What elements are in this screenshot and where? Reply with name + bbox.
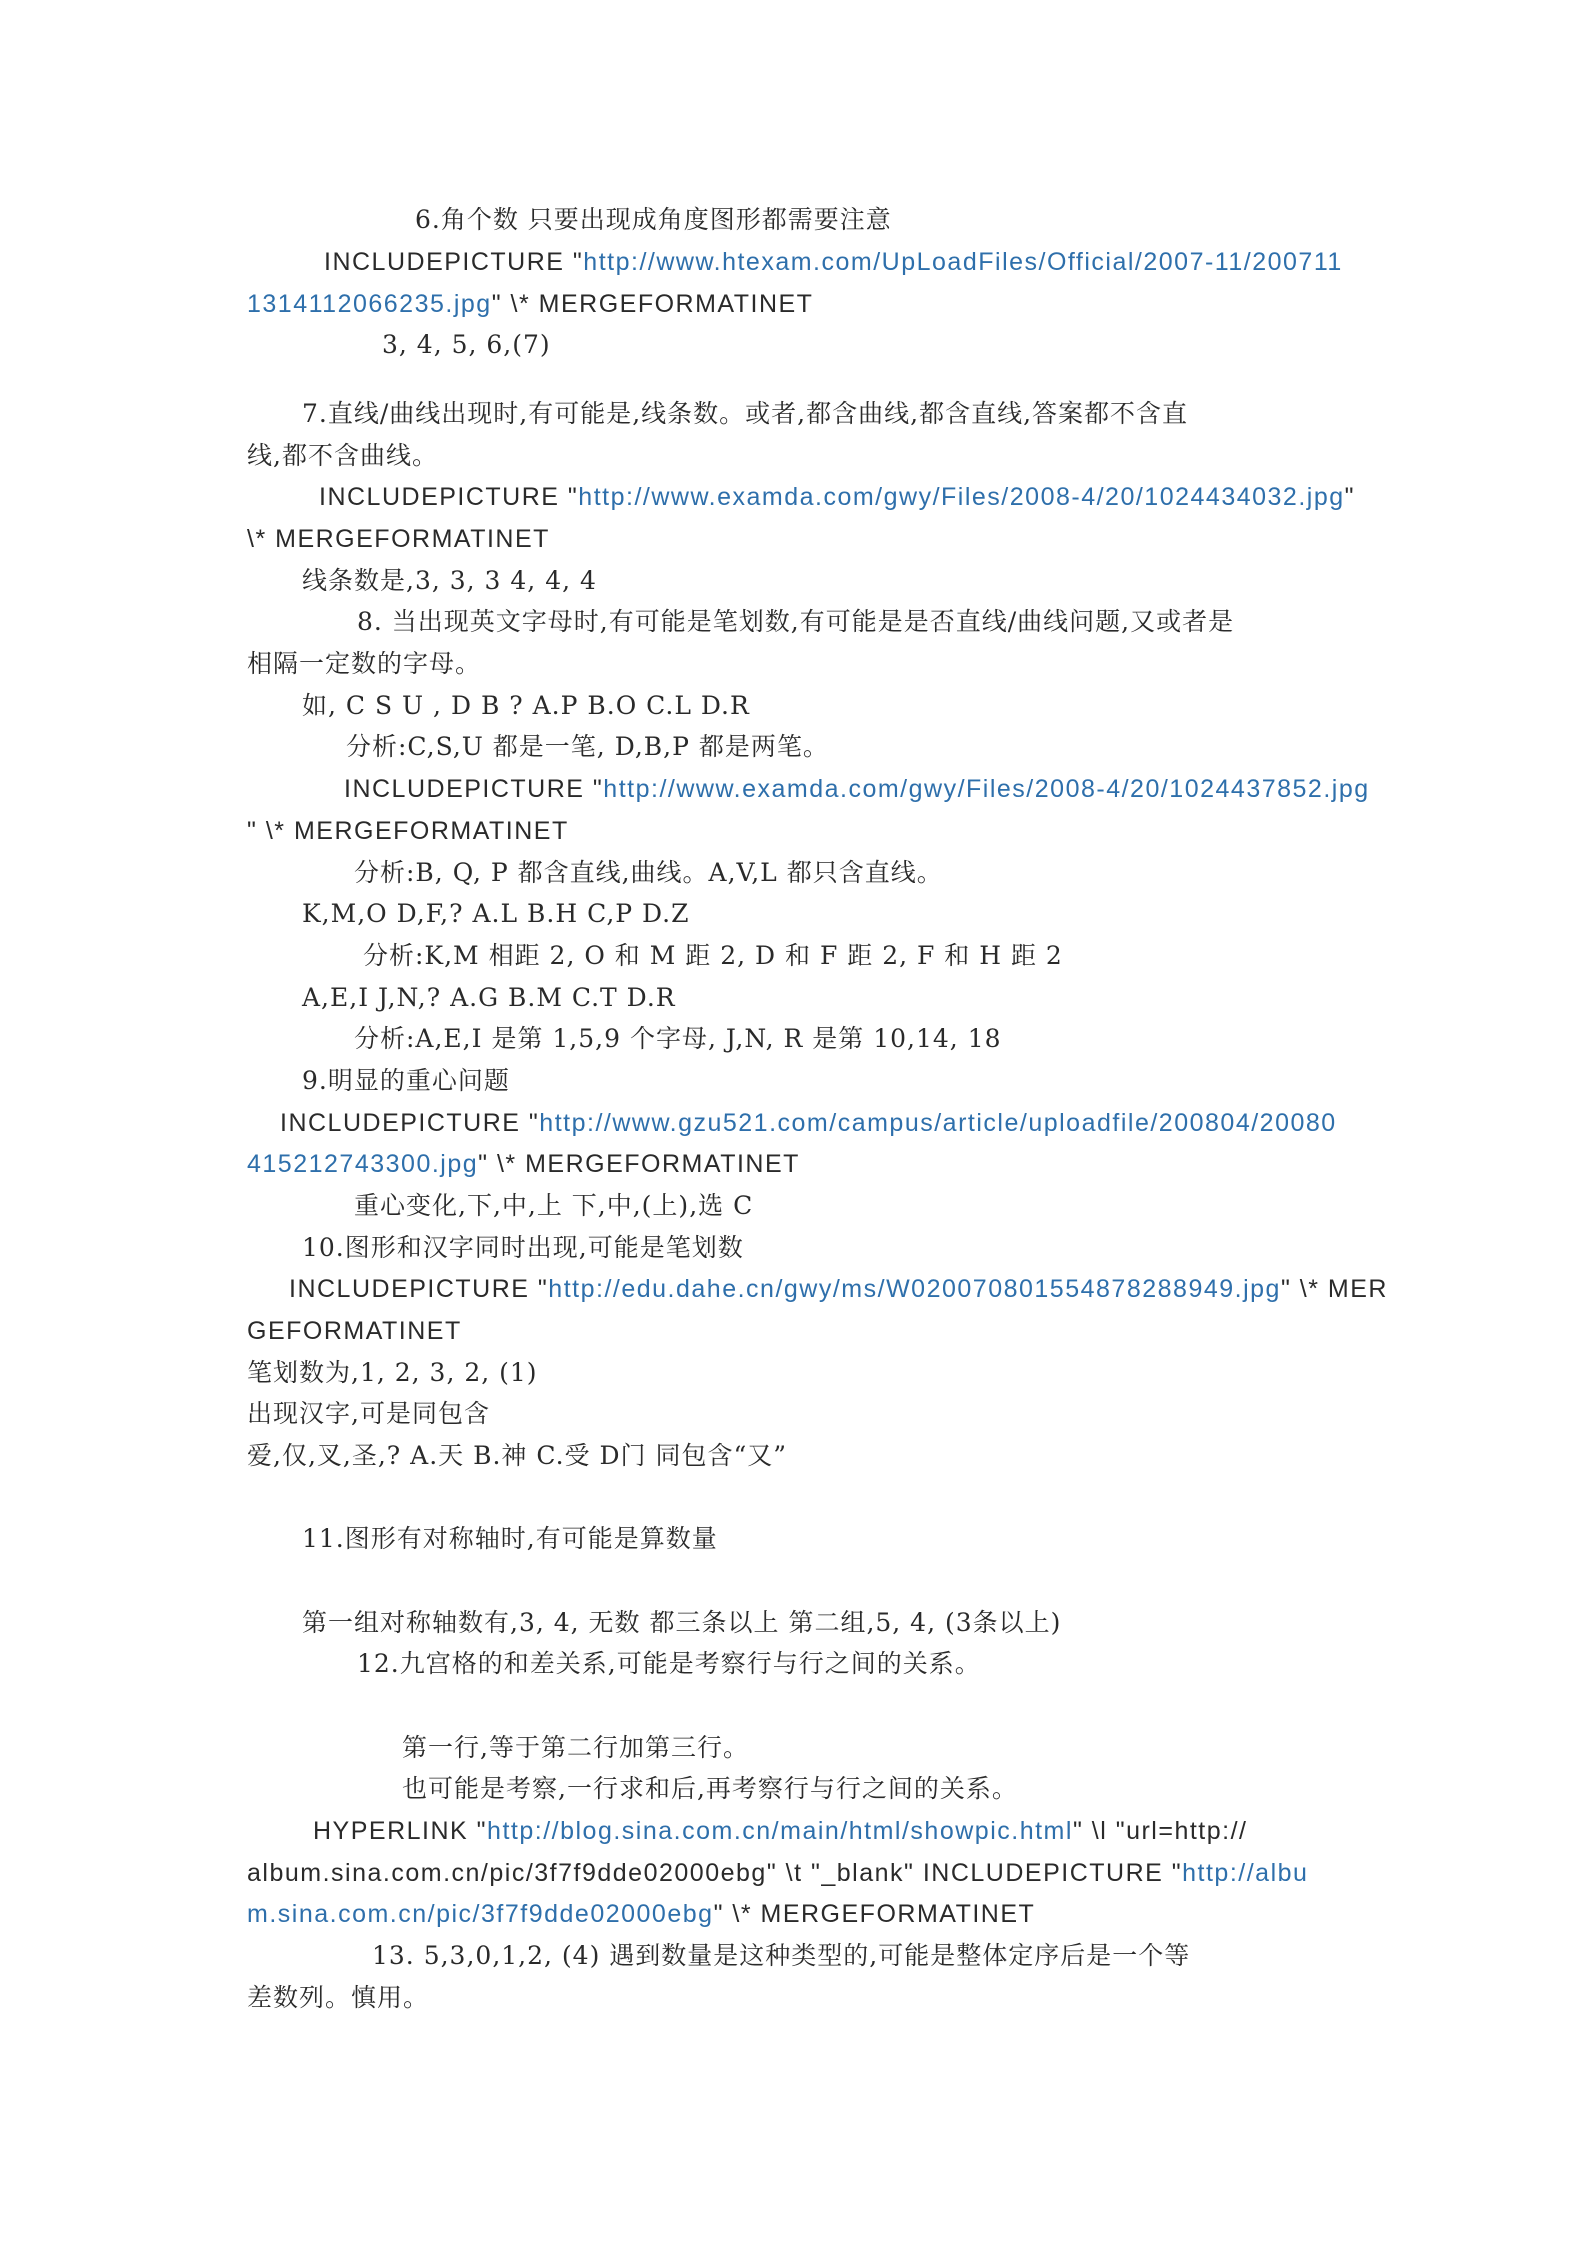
field-code-line: \* MERGEFORMATINET — [247, 525, 550, 553]
field-code-text: " \t "_blank" INCLUDEPICTURE " — [766, 1859, 1183, 1887]
item-7-heading: 7.直线/曲线出现时,有可能是,线条数。或者,都含曲线,都含直线,答案都不含直 — [302, 399, 1189, 428]
item-12-heading: 12.九宫格的和差关系,可能是考察行与行之间的关系。 — [357, 1649, 981, 1678]
analysis-text: 分析:A,E,I 是第 1,5,9 个字母, J,N, R 是第 10,14, 18 — [354, 1024, 1002, 1053]
example-question: 爱,仅,叉,圣,? A.天 B.神 C.受 D门 同包含“又” — [247, 1441, 788, 1470]
item-13-heading: 13. 5,3,0,1,2, (4) 遇到数量是这种类型的,可能是整体定序后是一个等 — [372, 1941, 1191, 1970]
image-url: http://edu.dahe.cn/gwy/ms/W020070801554878288949.jpg — [548, 1275, 1281, 1303]
field-code-line — [313, 1814, 1248, 1848]
field-code-line — [247, 1897, 1035, 1931]
paragraph-text: 第一行,等于第二行加第三行。 — [402, 1733, 749, 1762]
field-code-text: " — [1344, 483, 1356, 511]
item-6-heading: 6.角个数 只要出现成角度图形都需要注意 — [415, 205, 892, 234]
example-question: K,M,O D,F,? A.L B.H C,P D.Z — [302, 899, 690, 928]
item-10-heading: 10.图形和汉字同时出现,可能是笔划数 — [302, 1233, 744, 1262]
field-code-text: INCLUDEPICTURE " — [289, 1275, 549, 1303]
image-url: http://www.gzu521.com/campus/article/uploadfile/200804/20080 — [539, 1109, 1337, 1137]
field-code-text: " \* MERGEFORMATINET — [713, 1900, 1036, 1928]
answer-sequence: 3, 4, 5, 6,(7) — [382, 330, 551, 359]
field-code-line — [324, 245, 1343, 279]
field-code-line — [247, 1856, 1308, 1890]
paragraph-text: 相隔一定数的字母。 — [247, 649, 482, 678]
field-code-line — [247, 287, 813, 321]
analysis-text: 分析:B, Q, P 都含直线,曲线。A,V,L 都只含直线。 — [354, 858, 943, 887]
image-url: 415212743300.jpg — [247, 1150, 479, 1178]
field-code-text: INCLUDEPICTURE " — [324, 248, 584, 276]
item-9-heading: 9.明显的重心问题 — [302, 1066, 510, 1095]
field-code-line — [280, 1106, 1337, 1140]
item-11-heading: 11.图形有对称轴时,有可能是算数量 — [302, 1524, 718, 1553]
field-code-text: " \l "url=http:// — [1072, 1817, 1248, 1845]
field-code-text: " \* MERGEFORMATINET — [478, 1150, 800, 1178]
field-code-line — [344, 772, 1370, 806]
paragraph-text: 出现汉字,可是同包含 — [247, 1399, 490, 1428]
analysis-text: 重心变化,下,中,上 下,中,(上),选 C — [354, 1191, 754, 1220]
image-url: m.sina.com.cn/pic/3f7f9dde02000ebg — [247, 1900, 714, 1928]
paragraph-text: 线,都不含曲线。 — [247, 441, 438, 470]
image-url: http://albu — [1182, 1859, 1309, 1887]
field-code-text: album.sina.com.cn/pic/3f7f9dde02000ebg — [247, 1859, 767, 1887]
analysis-text: 分析:K,M 相距 2, O 和 M 距 2, D 和 F 距 2, F 和 H 距 2 — [363, 941, 1063, 970]
analysis-text: 分析:C,S,U 都是一笔, D,B,P 都是两笔。 — [346, 732, 829, 761]
example-question: A,E,I J,N,? A.G B.M C.T D.R — [302, 983, 676, 1012]
field-code-text: INCLUDEPICTURE " — [319, 483, 579, 511]
paragraph-text: 线条数是,3, 3, 3 4, 4, 4 — [302, 566, 597, 595]
field-code-line — [247, 1147, 800, 1181]
field-code-line: " \* MERGEFORMATINET — [247, 817, 569, 845]
paragraph-text: 笔划数为,1, 2, 3, 2, (1) — [247, 1358, 538, 1387]
paragraph-text: 也可能是考察,一行求和后,再考察行与行之间的关系。 — [402, 1774, 1018, 1803]
example-question: 如, C S U , D B ? A.P B.O C.L D.R — [302, 691, 750, 720]
field-code-line — [289, 1272, 1388, 1306]
hyperlink-url: http://blog.sina.com.cn/main/html/showpic.html — [487, 1817, 1073, 1845]
field-code-line: GEFORMATINET — [247, 1317, 462, 1345]
item-8-heading: 8. 当出现英文字母时,有可能是笔划数,有可能是是否直线/曲线问题,又或者是 — [357, 607, 1235, 636]
paragraph-text: 差数列。慎用。 — [247, 1983, 430, 2012]
field-code-text: " \* MER — [1280, 1275, 1388, 1303]
image-url: http://www.examda.com/gwy/Files/2008-4/20/1024434032.jpg — [578, 483, 1345, 511]
field-code-text: " \* MERGEFORMATINET — [491, 290, 814, 318]
field-code-line — [319, 480, 1355, 514]
field-code-text: INCLUDEPICTURE " — [280, 1109, 540, 1137]
image-url: http://www.htexam.com/UpLoadFiles/Official/2007-11/200711 — [583, 248, 1343, 276]
field-code-text: INCLUDEPICTURE " — [344, 775, 604, 803]
paragraph-text: 第一组对称轴数有,3, 4, 无数 都三条以上 第二组,5, 4, (3条以上) — [302, 1608, 1062, 1637]
field-code-text: HYPERLINK " — [313, 1817, 488, 1845]
image-url: 1314112066235.jpg — [247, 290, 492, 318]
image-url: http://www.examda.com/gwy/Files/2008-4/20/1024437852.jpg — [603, 775, 1370, 803]
